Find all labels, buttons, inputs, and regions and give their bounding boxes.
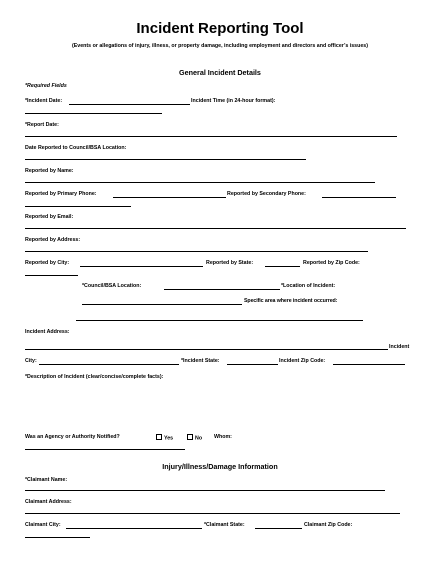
incident-state-field[interactable] — [227, 364, 278, 365]
claimant-address-label: Claimant Address: — [25, 499, 72, 505]
specific-area-field[interactable] — [76, 320, 363, 321]
report-date-label: *Report Date: — [25, 122, 59, 128]
secondary-phone-label: Reported by Secondary Phone: — [227, 191, 306, 197]
agency-notified-label: Was an Agency or Authority Notified? — [25, 434, 120, 440]
primary-phone-field-continued[interactable] — [25, 206, 131, 207]
claimant-name-field[interactable] — [25, 490, 385, 491]
claimant-zip-field[interactable] — [25, 537, 90, 538]
required-note: *Required Fields — [25, 83, 67, 89]
secondary-phone-field[interactable] — [322, 197, 396, 198]
incident-date-label: *Incident Date: — [25, 98, 63, 104]
state-label: Reported by State: — [206, 260, 254, 266]
yes-checkbox[interactable] — [156, 434, 162, 440]
date-reported-label: Date Reported to Council/BSA Location: — [25, 145, 127, 151]
zip-field[interactable] — [25, 275, 78, 276]
whom-field[interactable] — [25, 449, 185, 450]
section-heading-injury: Injury/Illness/Damage Information — [162, 462, 278, 471]
claimant-name-label: *Claimant Name: — [25, 477, 68, 483]
claimant-city-label: Claimant City: — [25, 522, 61, 528]
email-label: Reported by Email: — [25, 214, 74, 220]
council-location-label: *Council/BSA Location: — [82, 283, 142, 289]
section-heading-general: General Incident Details — [179, 68, 261, 77]
primary-phone-label: Reported by Primary Phone: — [25, 191, 97, 197]
claimant-city-field[interactable] — [66, 528, 202, 529]
address-field[interactable] — [25, 251, 368, 252]
claimant-zip-label: Claimant Zip Code: — [304, 522, 353, 528]
agency-no-option[interactable] — [187, 434, 202, 442]
incident-suffix-label: Incident — [389, 344, 410, 350]
report-date-field[interactable] — [25, 136, 397, 137]
incident-time-field[interactable] — [25, 113, 162, 114]
no-checkbox[interactable] — [187, 434, 193, 440]
location-of-incident-label: *Location of Incident: — [281, 283, 336, 289]
page-title: Incident Reporting Tool — [136, 20, 304, 37]
email-field[interactable] — [25, 228, 406, 229]
address-label: Reported by Address: — [25, 237, 81, 243]
city-field[interactable] — [80, 266, 203, 267]
incident-city-field[interactable] — [39, 364, 179, 365]
primary-phone-field[interactable] — [113, 197, 226, 198]
claimant-address-field[interactable] — [25, 513, 400, 514]
claimant-state-field[interactable] — [255, 528, 302, 529]
council-location-field[interactable] — [164, 289, 280, 290]
agency-yes-option[interactable] — [156, 434, 173, 442]
page-subtitle: (Events or allegations of injury, illness, or property damage, including employment and directors and officer’s issues) — [71, 43, 368, 49]
incident-zip-field[interactable] — [333, 364, 405, 365]
incident-zip-label: Incident Zip Code: — [279, 358, 326, 364]
incident-state-label: *Incident State: — [181, 358, 220, 364]
zip-label: Reported by Zip Code: — [303, 260, 360, 266]
reported-by-name-field[interactable] — [25, 182, 375, 183]
date-reported-field[interactable] — [25, 159, 306, 160]
reported-by-name-label: Reported by Name: — [25, 168, 74, 174]
incident-date-field[interactable] — [69, 104, 190, 105]
incident-city-label: City: — [25, 358, 37, 364]
city-label: Reported by City: — [25, 260, 70, 266]
specific-area-label: Specific area where incident occurred: — [244, 298, 338, 304]
whom-label: Whom: — [214, 434, 232, 440]
description-label: *Description of Incident (clear/concise/complete facts): — [25, 374, 164, 380]
state-field[interactable] — [265, 266, 300, 267]
location-of-incident-field[interactable] — [82, 304, 242, 305]
incident-address-label: Incident Address: — [25, 329, 70, 335]
yes-label: Yes — [164, 435, 174, 442]
incident-address-field[interactable] — [25, 349, 388, 350]
claimant-state-label: *Claimant State: — [204, 522, 245, 528]
incident-time-label: Incident Time (in 24-hour format): — [191, 98, 276, 104]
description-field[interactable] — [25, 384, 405, 426]
no-label: No — [195, 435, 203, 442]
